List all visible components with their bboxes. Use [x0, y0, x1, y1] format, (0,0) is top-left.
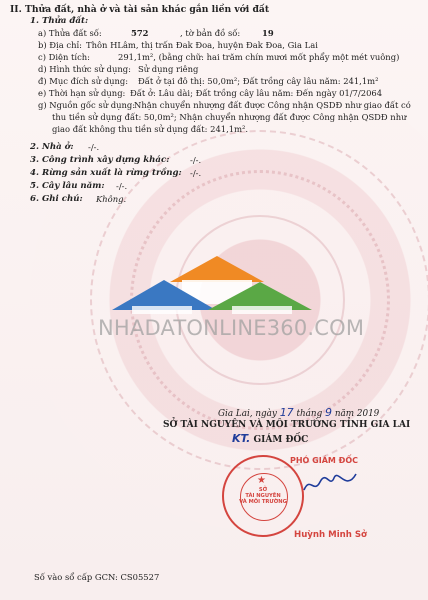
- stamp-line1: SỞ: [258, 487, 268, 493]
- land-sheet-number: 19: [262, 28, 274, 38]
- director-title: [232, 432, 308, 445]
- trees-label: 5. Cây lâu năm:: [30, 181, 105, 191]
- land-sheet-label: , tờ bản đồ số:: [180, 28, 241, 38]
- note-label: 6. Ghi chú:: [30, 194, 83, 204]
- land-c-label: c) Diện tích:: [38, 52, 90, 62]
- date-month: 9: [325, 406, 333, 419]
- land-origin-line1: Nhận chuyển nhượng đất được Công nhận QSDĐ như giao đất có: [134, 100, 411, 110]
- construction-label: 3. Công trình xây dựng khác:: [30, 155, 170, 165]
- signer-name: Huỳnh Minh Sở: [294, 530, 367, 540]
- land-d-label: d) Hình thức sử dụng:: [38, 64, 131, 74]
- land-address: Thôn HLâm, thị trấn Đak Đoa, huyện Đak Đoa, Gia Lai: [86, 40, 318, 50]
- stamp-line3: VÀ MÔI TRƯỜNG: [239, 499, 287, 505]
- house-logo-icon: [112, 250, 312, 316]
- land-e-label: e) Thời hạn sử dụng:: [38, 88, 126, 98]
- year-label: năm 2019: [334, 409, 380, 419]
- land-a-label: a) Thửa đất số:: [38, 28, 102, 38]
- official-stamp: [222, 455, 304, 537]
- handwritten-signature-icon: [300, 468, 360, 498]
- place-date: [218, 406, 379, 419]
- forest-label: 4. Rừng sản xuất là rừng trồng:: [30, 168, 182, 178]
- land-plot-number: 572: [131, 28, 149, 38]
- deputy-role: PHÓ GIÁM ĐỐC: [290, 456, 358, 465]
- trees-value: -/-.: [116, 181, 128, 191]
- forest-value: -/-.: [190, 168, 202, 178]
- land-heading: 1. Thửa đất:: [30, 16, 89, 26]
- house-label: 2. Nhà ở:: [30, 142, 74, 152]
- land-usage-term: Đất ở: Lâu dài; Đất trồng cây lâu năm: Đến ngày 01/7/2064: [130, 88, 383, 98]
- house-value: -/-.: [88, 142, 100, 152]
- stamp-line2: TÀI NGUYÊN: [245, 493, 281, 499]
- land-dd-label: đ) Mục đích sử dụng:: [38, 76, 129, 86]
- land-origin-line2: thu tiền sử dụng đất: 50,0m²; Nhận chuyển nhượng đất được Công nhận QSDĐ như: [52, 112, 407, 122]
- registry-number: Số vào sổ cấp GCN: CS05527: [34, 572, 160, 582]
- note-value: Không.: [96, 194, 127, 204]
- land-usage-purpose: Đất ở tại đô thị: 50,0m²; Đất trồng cây lâu năm: 241,1m²: [138, 76, 379, 86]
- star-icon: ★: [257, 475, 266, 486]
- section-title: II. Thửa đất, nhà ở và tài sản khác gắn liền với đất: [10, 4, 270, 15]
- watermark-text: NHADATONLINE360.COM: [98, 316, 365, 340]
- title-text: GIÁM ĐỐC: [253, 435, 309, 445]
- place-date-prefix: Gia Lai, ngày: [218, 409, 277, 419]
- month-label: tháng: [296, 409, 323, 419]
- stamp-text: [224, 487, 302, 505]
- land-b-label: b) Địa chỉ:: [38, 40, 82, 50]
- department-name: SỞ TÀI NGUYÊN VÀ MÔI TRƯỜNG TỈNH GIA LAI: [163, 420, 411, 430]
- land-g-label: g) Nguồn gốc sử dụng:: [38, 100, 136, 110]
- land-origin-line3: giao đất không thu tiền sử dụng đất: 241,1m².: [52, 124, 249, 134]
- land-area: 291,1m², (bằng chữ: hai trăm chín mươi mốt phẩy một mét vuông): [118, 52, 400, 62]
- kt-mark: KT.: [232, 432, 251, 445]
- date-day: 17: [279, 406, 294, 419]
- land-usage-form: Sử dụng riêng: [138, 64, 199, 74]
- construction-value: -/-.: [190, 155, 202, 165]
